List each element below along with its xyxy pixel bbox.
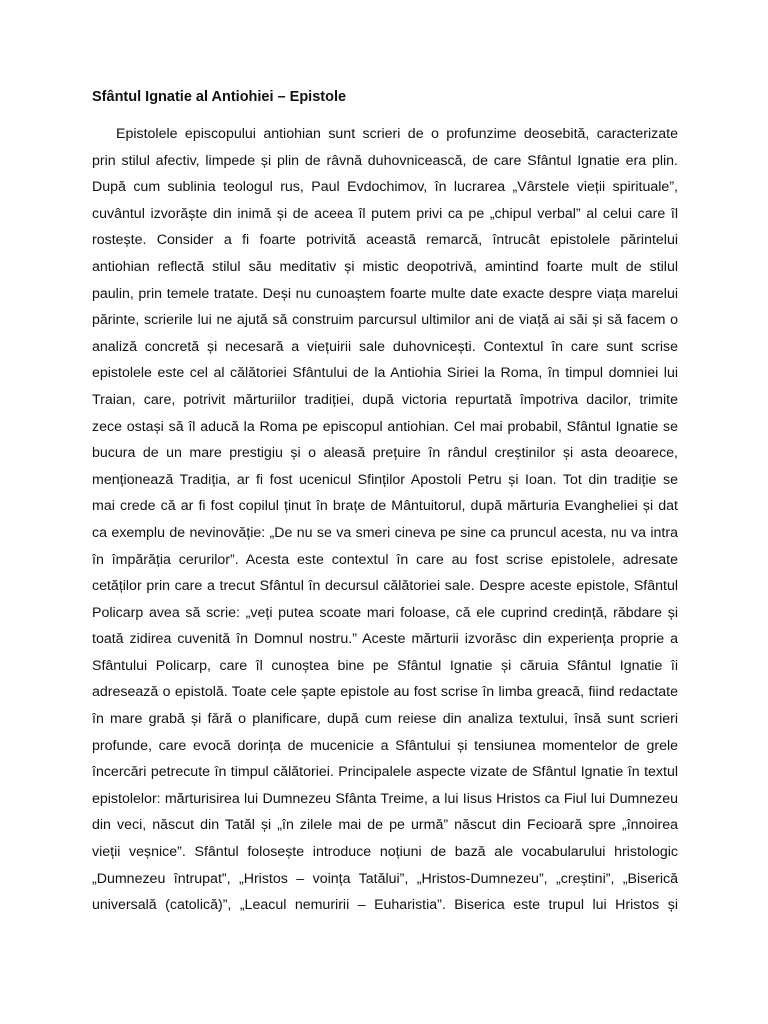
paragraph-line: în mare grabă și fără o planificare, după cum reiese din analiza textului, însă sunt scrieri	[92, 711, 678, 728]
paragraph-line: Traian, care, potrivit mărturiilor tradiției, după victoria repurtată împotriva dacilor, trimite	[92, 391, 678, 408]
paragraph-line: adresează o epistolă. Toate cele șapte epistole au fost scrise în limba greacă, fiind redactate	[92, 684, 678, 701]
paragraph-line: ca exemplu de nevinovăție: „De nu se va smeri cineva pe sine ca pruncul acesta, nu va intra	[92, 524, 678, 541]
paragraph-line: analiză concretă și necesară a viețuirii sale duhovnicești. Contextul în care sunt scrise	[92, 338, 678, 355]
paragraph-line: mai crede că ar fi fost copilul ținut în brațe de Mântuitorul, după mărturia Evangheliei și dat	[92, 498, 678, 515]
paragraph-line: După cum sublinia teologul rus, Paul Evdochimov, în lucrarea „Vârstele vieții spirituale”,	[92, 179, 678, 196]
paragraph-line: vieții veșnice”. Sfântul folosește introduce noțiuni de bază ale vocabularului hristologic	[92, 844, 678, 861]
paragraph-line: cuvântul izvorăște din inimă și de aceea îl putem privi ca pe „chipul verbal” al celui care îl	[92, 205, 678, 222]
paragraph-line: bucura de un mare prestigiu și o aleasă prețuire în rândul creștinilor și asta deoarece,	[92, 445, 678, 462]
paragraph-line: prin stilul afectiv, limpede și plin de râvnă duhovnicească, de care Sfântul Ignatie era plin.	[92, 152, 678, 169]
paragraph-line: Epistolele episcopului antiohian sunt scrieri de o profunzime deosebită, caracterizate	[116, 126, 678, 142]
paragraph-line: universală (catolică)”, „Leacul nemuririi – Euharistia”. Biserica este trupul lui Hristos și	[92, 897, 678, 914]
paragraph-line: antiohian reflectă stilul său meditativ și mistic deopotrivă, amintind foarte mult de stilul	[92, 258, 678, 275]
paragraph-line: în împărăția cerurilor”. Acesta este contextul în care au fost scrise epistolele, adresate	[92, 551, 678, 568]
paragraph-line: din veci, născut din Tatăl și „în zilele mai de pe urmă” născut din Fecioară spre „înnoirea	[92, 817, 678, 834]
paragraph-line: Policarp avea să scrie: „veți putea scoate mari foloase, că ele cuprind credință, răbdare și	[92, 604, 678, 621]
document-title: Sfântul Ignatie al Antiohiei – Epistole	[92, 89, 347, 105]
paragraph-line: rostește. Consider a fi foarte potrivită această remarcă, întrucât epistolele părintelui	[92, 232, 678, 249]
paragraph-line: Sfântului Policarp, care îl cunoștea bine pe Sfântul Ignatie și căruia Sfântul Ignatie îi	[92, 657, 678, 674]
paragraph-line: epistolele este cel al călătoriei Sfântului de la Antiohia Siriei la Roma, în timpul domniei lui	[92, 365, 678, 382]
paragraph-line: paulin, prin temele tratate. Deși nu cunoaștem foarte multe date exacte despre viața marelui	[92, 285, 678, 302]
paragraph-line: profunde, care evocă dorința de mucenicie a Sfântului și tensiunea momentelor de grele	[92, 737, 678, 754]
paragraph-line: „Dumnezeu întrupat”, „Hristos – voința Tatălui”, „Hristos-Dumnezeu”, „creștini”, „Biserică	[92, 870, 678, 887]
paragraph-line: toată zidirea cuvenită în Domnul nostru.” Aceste mărturii izvorăsc din experiența proprie a	[92, 631, 678, 648]
document-body	[92, 121, 678, 919]
paragraph-line: încercări petrecute în timpul călătoriei. Principalele aspecte vizate de Sfântul Ignatie în textul	[92, 764, 678, 781]
paragraph-line: cetăților prin care a trecut Sfântul în decursul călătoriei sale. Despre aceste epistole, Sfântul	[92, 578, 678, 595]
paragraph-line: părinte, scrierile lui ne ajută să construim parcursul ultimilor ani de viață ai săi și să facem o	[92, 312, 678, 329]
paragraph-line: zece ostași să îl aducă la Roma pe episcopul antiohian. Cel mai probabil, Sfântul Ignatie se	[92, 418, 678, 435]
paragraph-line: menționează Tradiția, ar fi fost ucenicul Sfinților Apostoli Petru și Ioan. Tot din tradiție se	[92, 471, 678, 488]
paragraph-line: epistolelor: mărturisirea lui Dumnezeu Sfânta Treime, a lui Iisus Hristos ca Fiul lui Dumnezeu	[92, 790, 678, 807]
